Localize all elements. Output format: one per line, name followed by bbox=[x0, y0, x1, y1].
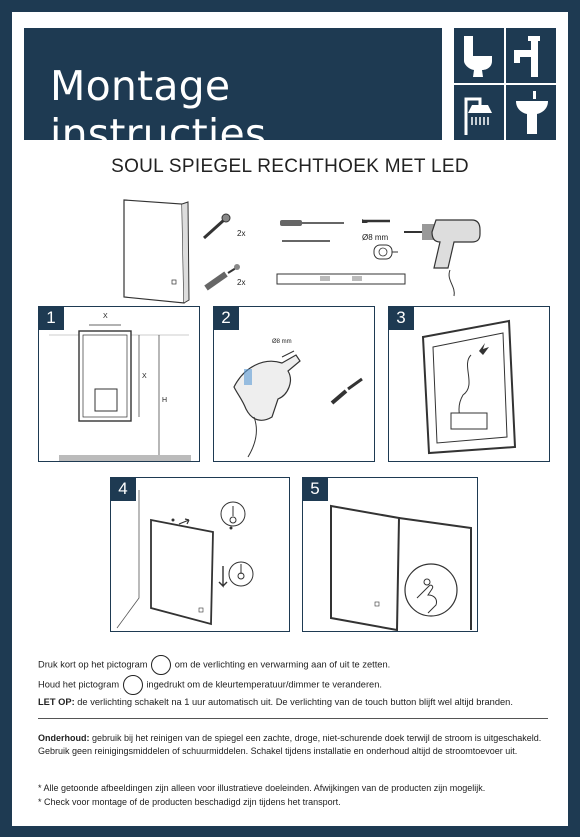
step-5-panel bbox=[302, 477, 478, 632]
faucet-icon bbox=[506, 28, 556, 83]
drill-diameter-label: Ø8 mm bbox=[272, 339, 292, 345]
plug-quantity: 2x bbox=[237, 278, 246, 287]
height-label-x: X bbox=[142, 373, 147, 380]
drilling-illustration bbox=[214, 307, 374, 461]
header-banner bbox=[24, 28, 442, 158]
parts-and-tools-illustration bbox=[12, 190, 568, 310]
warning-text: de verlichting schakelt na 1 uur automatisch uit. De verlichting van de touch button blijft wel altijd branden. bbox=[77, 697, 513, 707]
wall-plug-icon bbox=[206, 264, 240, 288]
hang-mirror-illustration bbox=[111, 478, 289, 631]
step-1-panel bbox=[38, 306, 200, 462]
maintenance-note bbox=[38, 732, 544, 758]
washbasin-icon bbox=[506, 85, 556, 140]
mirror-product-illustration bbox=[124, 200, 189, 303]
tape-measure-icon bbox=[374, 245, 398, 259]
step-number: 1 bbox=[38, 306, 64, 330]
touch-button-illustration bbox=[303, 478, 477, 631]
screw-icon bbox=[204, 214, 230, 238]
instruction-short-press bbox=[38, 655, 390, 675]
measure-position-illustration bbox=[39, 307, 199, 461]
instruction-long-press bbox=[38, 675, 382, 695]
maintenance-label: Onderhoud: bbox=[38, 733, 90, 743]
manual-page bbox=[12, 12, 568, 826]
footnote: * Alle getoonde afbeeldingen zijn alleen voor illustratieve doeleinden. Afwijkingen van de producten zijn mogelijk. bbox=[38, 783, 486, 793]
spirit-level-icon bbox=[277, 274, 405, 284]
shower-icon bbox=[454, 85, 504, 140]
instruction-warning bbox=[38, 695, 513, 709]
step-number: 2 bbox=[213, 306, 239, 330]
instruction-text: Druk kort op het pictogram bbox=[38, 659, 148, 670]
step-3-panel bbox=[388, 306, 550, 462]
step-number: 4 bbox=[110, 477, 136, 501]
step-number: 3 bbox=[388, 306, 414, 330]
connect-wiring-illustration bbox=[389, 307, 549, 461]
step-number: 5 bbox=[302, 477, 328, 501]
height-label-h: H bbox=[162, 397, 168, 404]
page-title: Montage instructies bbox=[50, 62, 267, 158]
instruction-text: om de verlichting en verwarming aan of uit te zetten. bbox=[174, 659, 391, 670]
drill-bit-size: Ø8 mm bbox=[362, 233, 389, 242]
power-drill-icon bbox=[404, 220, 480, 296]
divider bbox=[38, 718, 548, 719]
maintenance-text: gebruik bij het reinigen van de spiegel een zachte, droge, niet-schurende doek terwijl de stroom is uitgeschakeld. Gebruik geen reinigingsmiddelen of schuurmiddelen. Schakel tijdens installatie en onderhoud altijd de stroomtoevoer uit. bbox=[38, 733, 542, 756]
footnote: * Check voor montage of de producten beschadigd zijn tijdens het transport. bbox=[38, 797, 341, 807]
screw-quantity: 2x bbox=[237, 229, 246, 238]
drill-bit-icon bbox=[362, 219, 390, 223]
instruction-text: Houd het pictogram bbox=[38, 679, 120, 690]
width-label: X bbox=[103, 313, 108, 320]
product-title: SOUL SPIEGEL RECHTHOEK MET LED bbox=[111, 156, 469, 177]
sanitary-icon-grid bbox=[454, 28, 556, 140]
step-2-panel bbox=[213, 306, 375, 462]
step-4-panel bbox=[110, 477, 290, 632]
touch-button-icon bbox=[151, 655, 171, 675]
instruction-text: ingedrukt om de kleurtemperatuur/dimmer te veranderen. bbox=[146, 679, 382, 690]
screwdriver-icon bbox=[280, 220, 344, 226]
touch-button-icon bbox=[123, 675, 143, 695]
toilet-icon bbox=[454, 28, 504, 83]
warning-label: LET OP: bbox=[38, 697, 75, 707]
